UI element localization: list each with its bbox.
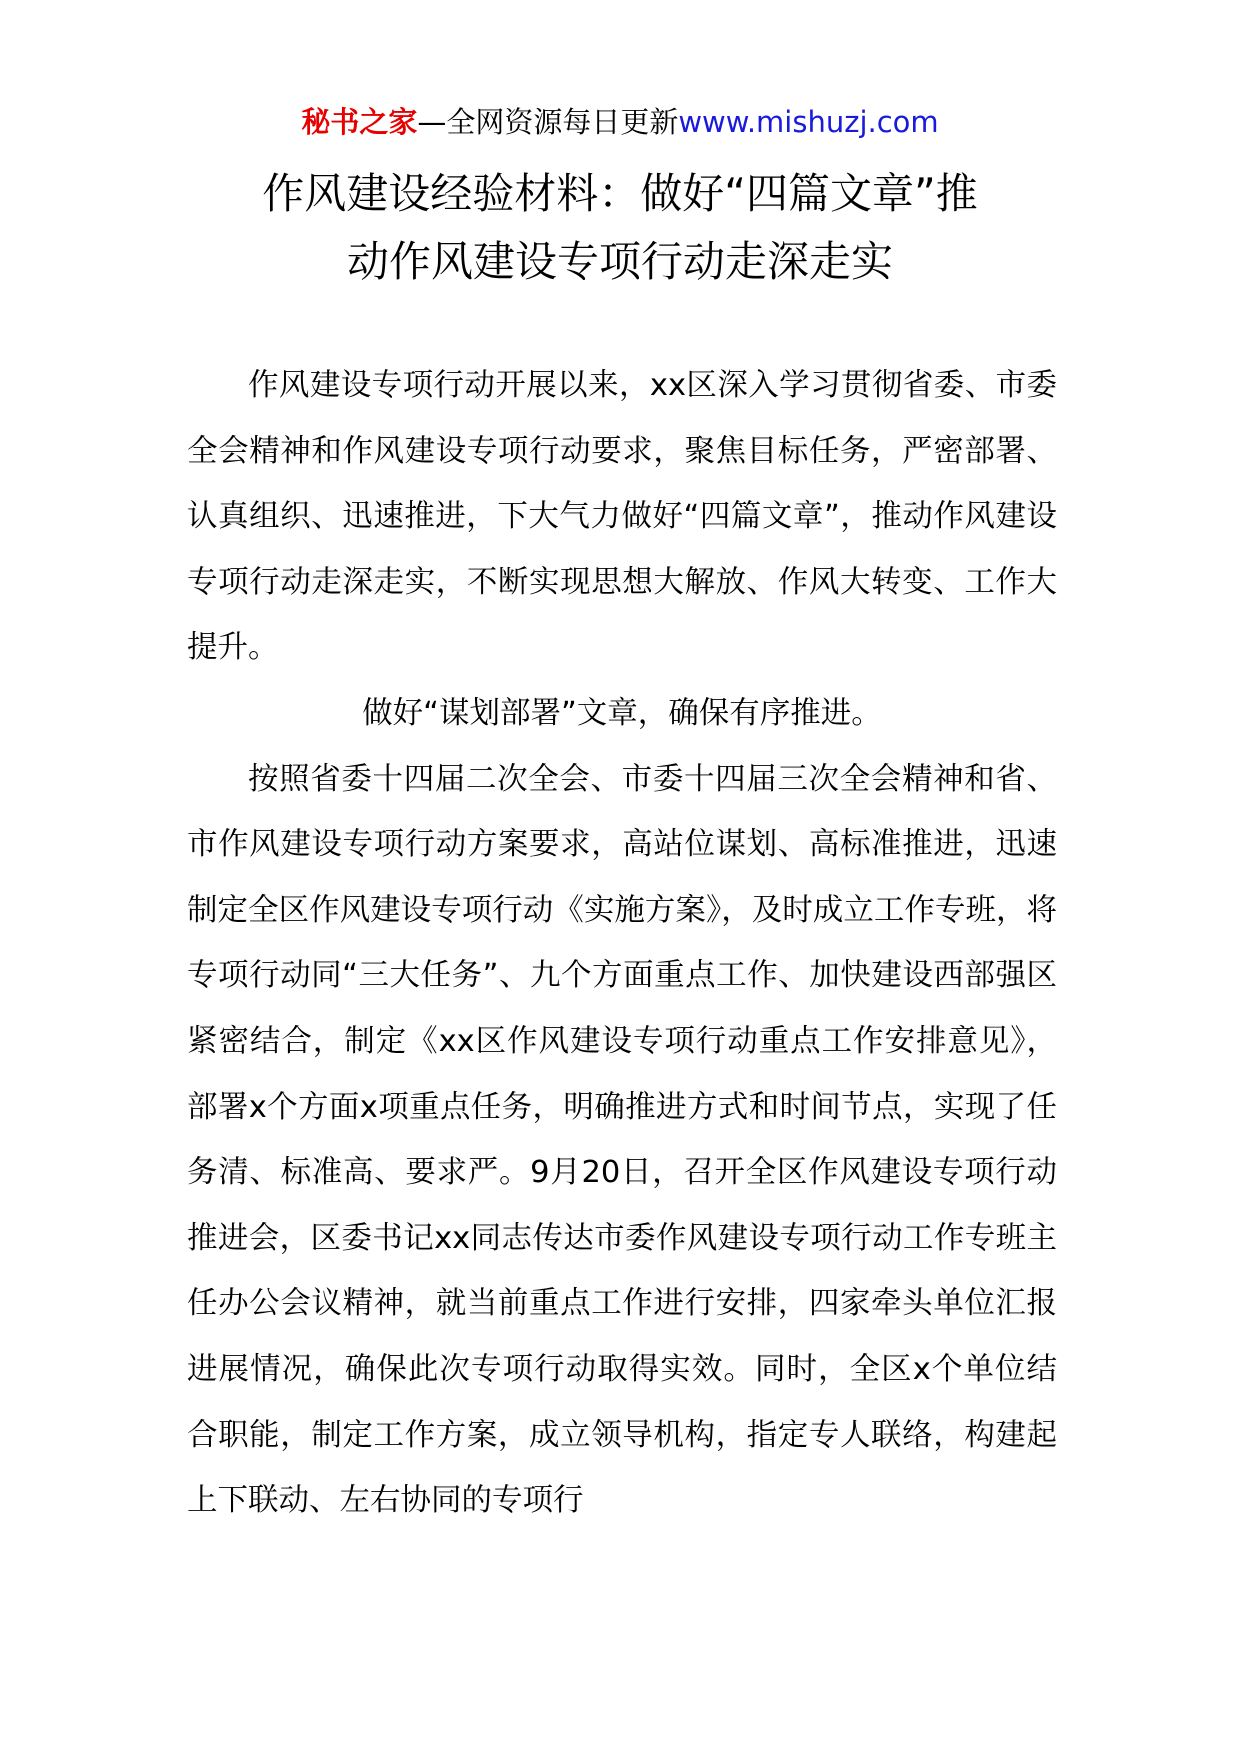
section-heading: 做好“谋划部署”文章，确保有序推进。 (362, 695, 882, 731)
title-line-2: 动作风建设专项行动走深走实 (346, 237, 893, 286)
intro-paragraph: 作风建设专项行动开展以来，xx区深入学习贯彻省委、市委全会精神和作风建设专项行动要求，聚焦目标任务，严密部署、认真组织、迅速推进，下大气力做好“四篇文章”，推动作风建设专项行动走深走实，不断实现思想大解放、作风大转变、工作大提升。 (187, 368, 1057, 666)
document-body (187, 353, 1057, 1534)
document-title (150, 160, 1090, 296)
brand-name: 秘书之家 (301, 105, 418, 139)
header-tagline: —全网资源每日更新 (417, 105, 679, 139)
title-line-1: 作风建设经验材料：做好“四篇文章”推 (262, 169, 978, 218)
header-url[interactable]: www.mishuzj.com (678, 105, 939, 139)
site-header (0, 100, 1240, 144)
body-paragraph: 按照省委十四届二次全会、市委十四届三次全会精神和省、市作风建设专项行动方案要求，高站位谋划、高标准推进，迅速制定全区作风建设专项行动《实施方案》，及时成立工作专班，将专项行动同“三大任务”、九个方面重点工作、加快建设西部强区紧密结合，制定《xx区作风建设专项行动重点工作安排意见》，部署x个方面x项重点任务，明确推进方式和时间节点，实现了任务清、标准高、要求严。9月20日，召开全区作风建设专项行动推进会，区委书记xx同志传达市委作风建设专项行动工作专班主任办公会议精神，就当前重点工作进行安排，四家牵头单位汇报进展情况，确保此次专项行动取得实效。同时，全区x个单位结合职能，制定工作方案，成立领导机构，指定专人联络，构建起上下联动、左右协同的专项行 (187, 761, 1057, 1519)
